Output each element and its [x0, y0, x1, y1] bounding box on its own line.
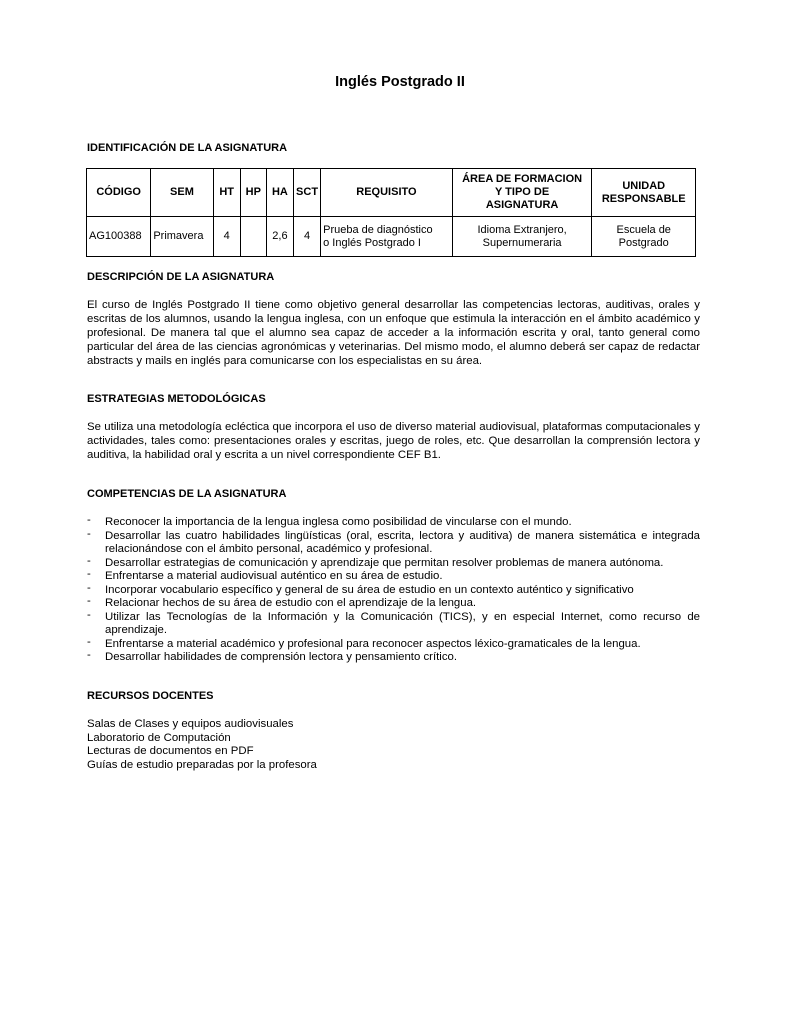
list-item — [87, 651, 700, 665]
cell-ha: 2,6 — [266, 217, 293, 257]
bullet-dash: - — [87, 554, 91, 567]
cell-codigo: AG100388 — [87, 217, 151, 257]
recursos-list — [87, 718, 317, 772]
list-item: Lecturas de documentos en PDF — [87, 745, 254, 757]
bullet-dash: - — [87, 608, 91, 621]
header-area-line1: ÁREA DE FORMACION — [462, 173, 583, 185]
cell-area-line1: Idioma Extranjero, — [477, 223, 567, 236]
header-area-line3: ASIGNATURA — [485, 199, 559, 211]
header-unidad-line2: RESPONSABLE — [601, 192, 686, 205]
cell-requisito-line1: Prueba de diagnóstico — [323, 223, 433, 236]
bullet-dash: - — [87, 635, 91, 648]
list-item — [87, 597, 700, 611]
list-item: Salas de Clases y equipos audiovisuales — [87, 718, 294, 730]
header-ht: HT — [213, 169, 240, 217]
bullet-dash: - — [87, 581, 91, 594]
list-item — [87, 581, 700, 598]
bullet-dash: - — [87, 527, 91, 540]
cell-requisito — [321, 217, 453, 257]
cell-unidad-line2: Postgrado — [618, 236, 669, 249]
competencias-heading: COMPETENCIAS DE LA ASIGNATURA — [87, 488, 287, 500]
identificacion-table — [86, 168, 696, 257]
list-item-text: Incorporar vocabulario específico y general de su área de estudio en un contexto auténtico y significativo — [105, 583, 634, 596]
cell-requisito-line2: o Inglés Postgrado I — [323, 236, 421, 249]
descripcion-heading: DESCRIPCIÓN DE LA ASIGNATURA — [87, 271, 275, 283]
list-item-text: Enfrentarse a material audiovisual auténtico en su área de estudio. — [105, 570, 443, 582]
header-requisito: REQUISITO — [321, 169, 453, 217]
cell-area-line2: Supernumeraria — [482, 236, 562, 249]
list-item-text: Relacionar hechos de su área de estudio con el aprendizaje de la lengua. — [105, 597, 477, 609]
bullet-dash: - — [87, 514, 91, 526]
header-unidad — [592, 169, 696, 217]
estrategias-text: Se utiliza una metodología ecléctica que incorpora el uso de diverso material audiovisual, plataformas computacionales y actividades, tales como: presentaciones orales y escritas, juego de roles, etc. Que desarrollan la comprensión lectora y auditiva, la habilidad oral y escrita a un nivel correspondiente CEF B1. — [87, 421, 700, 461]
cell-hp — [240, 217, 266, 257]
cell-ht: 4 — [213, 217, 240, 257]
list-item — [87, 570, 700, 584]
list-item-text: Desarrollar las cuatro habilidades lingüísticas (oral, escrita, lectora y auditiva) de manera sistemática e integrada relacionándose con el ámbito personal, académico y profesional. — [105, 529, 700, 555]
list-item-text: Desarrollar habilidades de comprensión lectora y pensamiento crítico. — [105, 651, 458, 663]
cell-sem: Primavera — [151, 217, 213, 257]
header-area — [452, 169, 592, 217]
list-item-text: Enfrentarse a material académico y profesional para reconocer aspectos léxico-gramaticales de la lengua. — [105, 637, 641, 650]
bullet-dash: - — [87, 568, 91, 580]
header-hp: HP — [240, 169, 266, 217]
list-item — [87, 608, 700, 638]
header-ha: HA — [266, 169, 293, 217]
estrategias-heading: ESTRATEGIAS METODOLÓGICAS — [87, 393, 266, 405]
cell-area — [452, 217, 592, 257]
cell-sct: 4 — [293, 217, 320, 257]
list-item — [87, 635, 700, 652]
list-item: Guías de estudio preparadas por la profesora — [87, 758, 317, 771]
header-area-line2: Y TIPO DE — [494, 186, 550, 198]
competencias-list — [87, 516, 700, 665]
cell-unidad — [592, 217, 696, 257]
header-sct: SCT — [293, 169, 320, 217]
list-item-text: Reconocer la importancia de la lengua inglesa como posibilidad de vincularse con el mundo. — [105, 516, 572, 528]
list-item-text: Desarrollar estrategias de comunicación y aprendizaje que permitan resolver problemas de manera autónoma. — [105, 556, 664, 569]
bullet-dash: - — [87, 649, 91, 661]
header-unidad-line1: UNIDAD — [622, 179, 666, 192]
header-sem: SEM — [151, 169, 213, 217]
cell-unidad-line1: Escuela de — [616, 223, 671, 236]
list-item: Laboratorio de Computación — [87, 731, 231, 744]
identificacion-heading: IDENTIFICACIÓN DE LA ASIGNATURA — [87, 142, 288, 154]
table-row — [87, 217, 696, 257]
page-title: Inglés Postgrado II — [335, 74, 465, 90]
list-item — [87, 554, 700, 571]
list-item-text: Utilizar las Tecnologías de la Información y la Comunicación (TICS), y en especial Internet, como recurso de aprendizaje. — [105, 610, 700, 636]
header-codigo: CÓDIGO — [87, 169, 151, 217]
list-item — [87, 527, 700, 557]
recursos-heading: RECURSOS DOCENTES — [87, 690, 214, 702]
list-item — [87, 516, 700, 530]
descripcion-text: El curso de Inglés Postgrado II tiene como objetivo general desarrollar las competencias lectoras, auditivas, orales y escritas de los alumnos, usando la lengua inglesa, con un enfoque que estimula la interacción en el ámbito académico y profesional. De manera tal que el alumno sea capaz de acceder a la información escrita y oral, tanto general como particular del área de las ciencias agronómicas y veterinarias. Del mismo modo, el alumno deberá ser capaz de redactar abstracts y mails en inglés para comunicarse con los especialistas en su área. — [87, 299, 700, 367]
table-header-row — [87, 169, 696, 217]
bullet-dash: - — [87, 595, 91, 607]
